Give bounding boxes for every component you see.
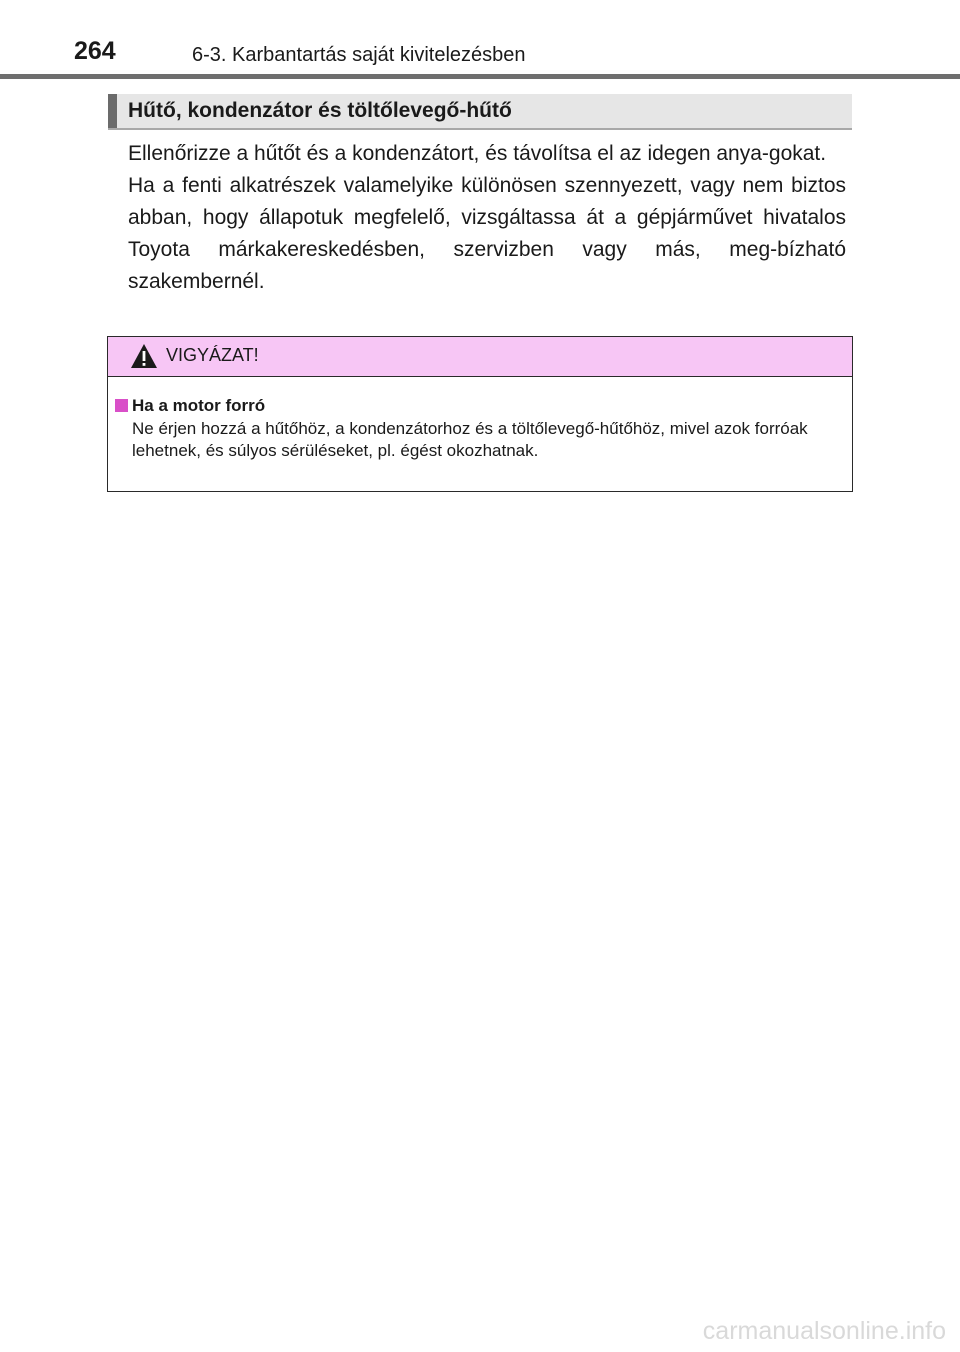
section-title: 6-3. Karbantartás saját kivitelezésben <box>192 44 526 66</box>
heading-accent-bar <box>108 94 117 128</box>
watermark: carmanualsonline.info <box>702 1317 946 1345</box>
warning-triangle-icon <box>130 342 158 370</box>
page-number: 264 <box>74 37 116 65</box>
section-heading-text: Hűtő, kondenzátor és töltőlevegő-hűtő <box>128 99 512 122</box>
square-bullet-icon <box>115 399 128 412</box>
page-header <box>0 0 960 80</box>
section-body <box>128 138 846 298</box>
caution-item-text: Ne érjen hozzá a hűtőhöz, a kondenzátorhoz és a töltőlevegő-hűtőhöz, mivel azok forróak lehetnek, és súlyos sérüléseket, pl. égést okozhatnak. <box>132 419 808 460</box>
caution-item-title: Ha a motor forró <box>132 396 266 415</box>
body-paragraph: Ha a fenti alkatrészek valamelyike különösen szennyezett, vagy nem biztos abban, hogy állapotuk megfelelő, vizsgáltassa át a gépjárművet hivatalos Toyota márkakereskedésben, szervizben vagy más, meg-bízható szakembernél. <box>128 174 846 293</box>
caution-item-heading <box>114 395 842 417</box>
section-heading <box>108 94 852 130</box>
body-paragraph: Ellenőrizze a hűtőt és a kondenzátort, és távolítsa el az idegen anya-gokat. <box>128 142 827 165</box>
caution-header <box>108 337 852 377</box>
header-divider <box>0 74 960 79</box>
caution-box <box>107 336 853 492</box>
caution-title: VIGYÁZAT! <box>166 345 259 365</box>
caution-body <box>114 395 842 462</box>
